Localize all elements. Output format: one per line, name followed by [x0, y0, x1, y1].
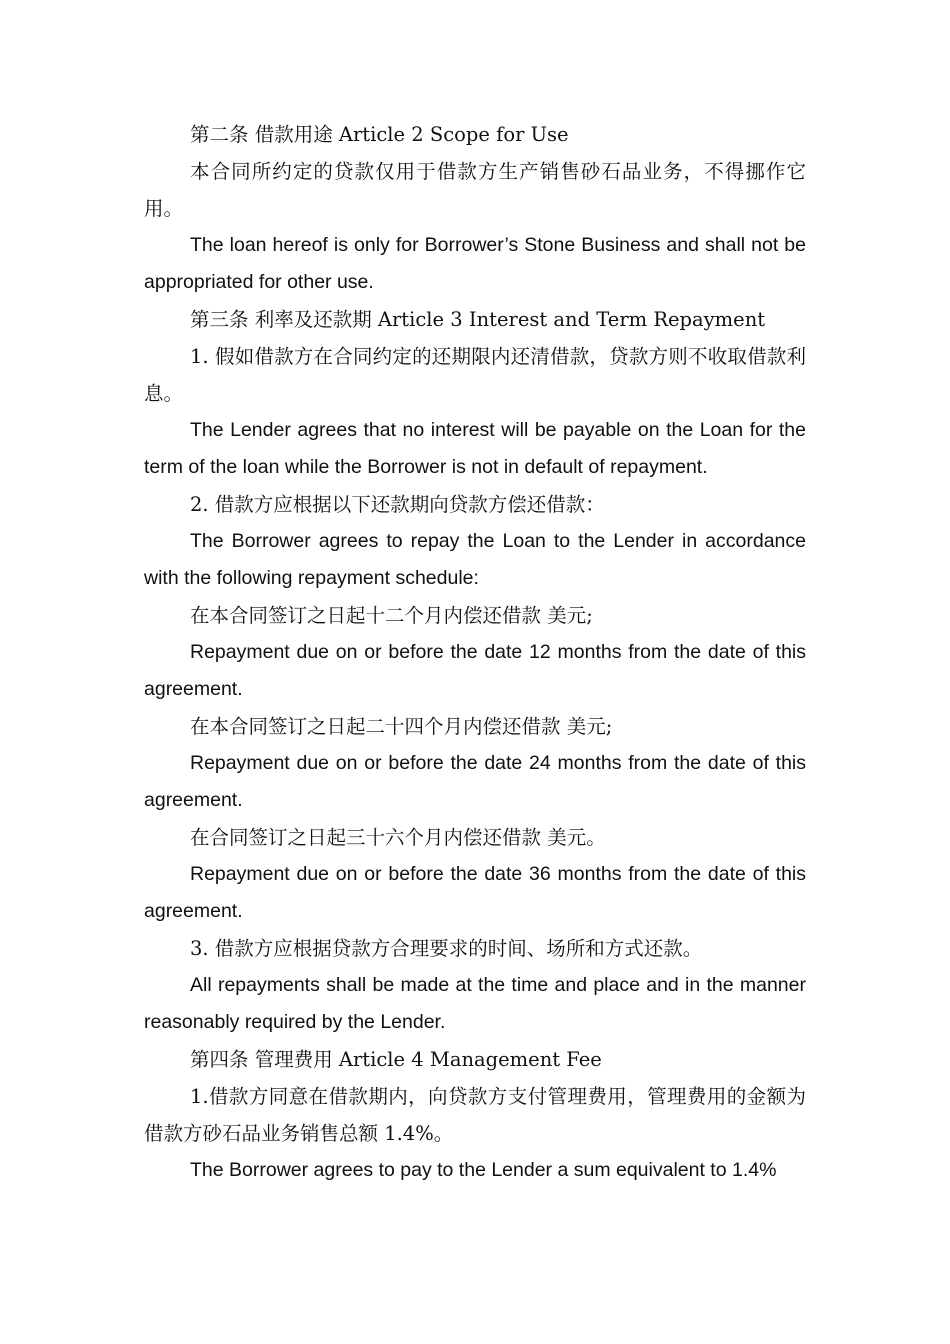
article-4-clause-1-chinese: 1.借款方同意在借款期内，向贷款方支付管理费用，管理费用的金额为借款方砂石品业务销售总额 1.4%。	[144, 1085, 806, 1145]
repayment-36-months-chinese: 在合同签订之日起三十六个月内偿还借款 美元。	[190, 826, 606, 849]
repayment-36-months-english: Repayment due on or before the date 36 months from the date of this agreement.	[144, 863, 806, 922]
repayment-24-months-chinese: 在本合同签订之日起二十四个月内偿还借款 美元;	[190, 715, 613, 738]
article-3-clause-1-chinese: 1. 假如借款方在合同约定的还期限内还清借款，贷款方则不收取借款利息。	[144, 345, 806, 405]
article-3-clause-1-english: The Lender agrees that no interest will be payable on the Loan for the term of the loan while the Borrower is not in default of repayment.	[144, 419, 806, 478]
repayment-24-months-english: Repayment due on or before the date 24 months from the date of this agreement.	[144, 752, 806, 811]
article-2-heading: 第二条 借款用途 Article 2 Scope for Use	[190, 123, 569, 146]
repayment-12-months-english: Repayment due on or before the date 12 months from the date of this agreement.	[144, 641, 806, 700]
article-2-chinese-text: 本合同所约定的贷款仅用于借款方生产销售砂石品业务，不得挪作它用。	[144, 160, 806, 220]
article-2-english-text: The loan hereof is only for Borrower’s Stone Business and shall not be appropriated for other use.	[144, 234, 806, 293]
article-4-heading: 第四条 管理费用 Article 4 Management Fee	[190, 1048, 602, 1071]
article-3-clause-2-english: The Borrower agrees to repay the Loan to the Lender in accordance with the following repayment schedule:	[144, 530, 806, 589]
repayment-12-months-chinese: 在本合同签订之日起十二个月内偿还借款 美元;	[190, 604, 593, 627]
article-3-clause-3-english: All repayments shall be made at the time and place and in the manner reasonably required by the Lender.	[144, 974, 806, 1033]
article-4-clause-1-english: The Borrower agrees to pay to the Lender a sum equivalent to 1.4%	[190, 1159, 777, 1181]
article-3-clause-2-chinese: 2. 借款方应根据以下还款期向贷款方偿还借款：	[190, 493, 605, 516]
document-page	[144, 116, 806, 1189]
article-3-heading: 第三条 利率及还款期 Article 3 Interest and Term Repayment	[190, 308, 766, 331]
article-3-clause-3-chinese: 3. 借款方应根据贷款方合理要求的时间、场所和方式还款。	[190, 937, 703, 960]
